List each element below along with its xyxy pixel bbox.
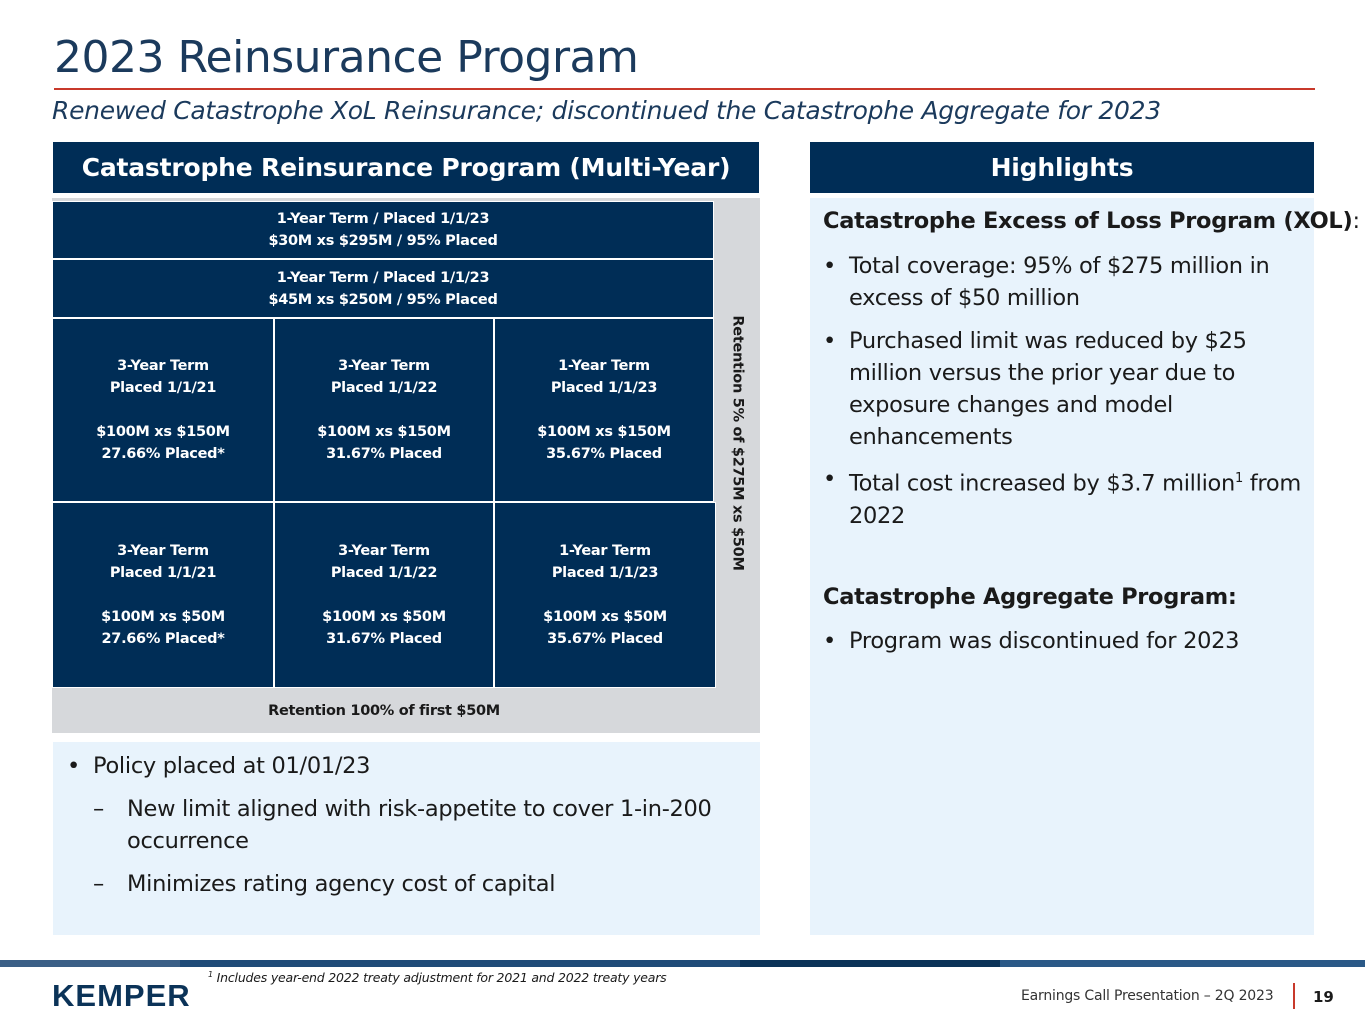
layer-50m-2023 xyxy=(494,502,716,688)
xol-heading-colon: : xyxy=(1352,208,1360,234)
layer-limit: $100M xs $150M xyxy=(317,424,451,440)
footer-bar xyxy=(0,960,1365,967)
layer-limit: $100M xs $50M xyxy=(543,609,667,625)
footnote xyxy=(208,970,666,985)
bullet-text: Program was discontinued for 2023 xyxy=(849,628,1240,654)
layer-placed-date: Placed 1/1/22 xyxy=(330,565,438,581)
bullet-icon: • xyxy=(67,753,80,779)
layer-placed-pct: 35.67% Placed xyxy=(547,631,663,647)
bullet-icon: • xyxy=(823,466,836,492)
sub-bullet-text: Minimizes rating agency cost of capital xyxy=(127,871,556,897)
title-divider xyxy=(54,88,1315,90)
bullet-text: million versus the prior year due to xyxy=(849,360,1236,386)
sub-bullet-text: New limit aligned with risk-appetite to cover 1-in-200 xyxy=(127,796,712,822)
layer-limit: $30M xs $295M / 95% Placed xyxy=(268,233,498,249)
layer-term: 3-Year Term xyxy=(338,543,430,559)
retention-side-label: Retention 5% of $275M xs $50M xyxy=(730,315,747,571)
reinsurance-layer-diagram xyxy=(52,198,760,733)
highlights-panel xyxy=(810,198,1360,935)
layer-placed-pct: 31.67% Placed xyxy=(326,446,442,462)
page-title: 2023 Reinsurance Program xyxy=(54,32,639,83)
sub-bullet-text: occurrence xyxy=(127,828,249,854)
layer-placed-date: Placed 1/1/23 xyxy=(551,565,659,581)
layer-limit: $100M xs $50M xyxy=(322,609,446,625)
presentation-caption: Earnings Call Presentation – 2Q 2023 xyxy=(1021,988,1274,1004)
layer-50m-2022 xyxy=(274,502,494,688)
policy-notes-box xyxy=(53,742,760,935)
program-panel-header xyxy=(53,142,759,193)
list-item xyxy=(823,463,1301,532)
layer-term: 3-Year Term xyxy=(338,358,430,374)
layer-limit: $100M xs $150M xyxy=(537,424,671,440)
xol-heading xyxy=(823,208,1360,234)
dash-icon: – xyxy=(93,871,104,897)
bullet-icon: • xyxy=(823,253,836,279)
retention-bottom-band xyxy=(52,688,716,733)
layer-placed-date: Placed 1/1/23 xyxy=(550,380,658,396)
layer-45m-xs-250m xyxy=(52,259,714,318)
layer-limit: $45M xs $250M / 95% Placed xyxy=(268,291,498,308)
layer-term: 1-Year Term / Placed 1/1/23 xyxy=(276,269,490,286)
retention-bottom-label: Retention 100% of first $50M xyxy=(268,702,500,719)
layer-limit: $100M xs $150M xyxy=(96,424,230,440)
bullet-text: excess of $50 million xyxy=(849,285,1080,311)
layer-150m-2021 xyxy=(52,318,274,502)
layer-150m-2023 xyxy=(494,318,714,502)
bullet-text: Total cost increased by $3.7 million xyxy=(849,470,1235,497)
list-item xyxy=(67,750,370,782)
bullet-text: Total coverage: 95% of $275 million in xyxy=(849,253,1270,279)
layer-placed-date: Placed 1/1/21 xyxy=(109,565,217,581)
highlights-header xyxy=(810,142,1314,193)
list-item xyxy=(823,625,1239,657)
bullet-icon: • xyxy=(823,328,836,354)
layer-term: 3-Year Term xyxy=(117,543,209,559)
layer-placed-date: Placed 1/1/22 xyxy=(330,380,438,396)
list-item xyxy=(93,793,712,857)
layer-term: 3-Year Term xyxy=(117,358,209,374)
retention-side-band xyxy=(716,198,760,688)
footnote-marker: 1 xyxy=(208,970,213,979)
bullet-text: 2022 xyxy=(849,502,906,529)
layer-placed-pct: 27.66% Placed* xyxy=(101,631,225,647)
aggregate-heading: Catastrophe Aggregate Program: xyxy=(823,584,1237,610)
footnote-marker: 1 xyxy=(1234,471,1243,486)
bullet-text: exposure changes and model xyxy=(849,392,1173,418)
policy-placed-text: Policy placed at 01/01/23 xyxy=(93,753,371,779)
list-item xyxy=(823,250,1270,314)
layer-30m-xs-295m xyxy=(52,201,714,259)
layer-limit: $100M xs $50M xyxy=(101,609,225,625)
layer-placed-pct: 35.67% Placed xyxy=(546,446,662,462)
layer-50m-2021 xyxy=(52,502,274,688)
layer-term: 1-Year Term xyxy=(559,543,651,559)
bullet-icon: • xyxy=(823,628,836,654)
bullet-text: enhancements xyxy=(849,424,1013,450)
dash-icon: – xyxy=(93,796,104,822)
layer-term: 1-Year Term xyxy=(558,358,650,374)
page-subtitle: Renewed Catastrophe XoL Reinsurance; discontinued the Catastrophe Aggregate for 2023 xyxy=(52,96,1161,125)
layer-placed-date: Placed 1/1/21 xyxy=(109,380,217,396)
bullet-text: Purchased limit was reduced by $25 xyxy=(849,328,1247,354)
bullet-text: from xyxy=(1242,470,1301,497)
page-number: 19 xyxy=(1313,988,1334,1006)
footer-divider xyxy=(1293,983,1295,1009)
highlights-title: Highlights xyxy=(990,153,1134,182)
kemper-logo: KEMPER xyxy=(52,978,191,1013)
program-panel-title: Catastrophe Reinsurance Program (Multi-Year) xyxy=(81,153,731,182)
layer-term: 1-Year Term / Placed 1/1/23 xyxy=(276,211,490,227)
layer-150m-2022 xyxy=(274,318,494,502)
layer-placed-pct: 31.67% Placed xyxy=(326,631,442,647)
xol-heading-text: Catastrophe Excess of Loss Program (XOL) xyxy=(823,208,1353,234)
layer-placed-pct: 27.66% Placed* xyxy=(101,446,225,462)
list-item xyxy=(93,868,555,900)
footnote-text: Includes year-end 2022 treaty adjustment for 2021 and 2022 treaty years xyxy=(212,970,667,986)
list-item xyxy=(823,325,1247,453)
